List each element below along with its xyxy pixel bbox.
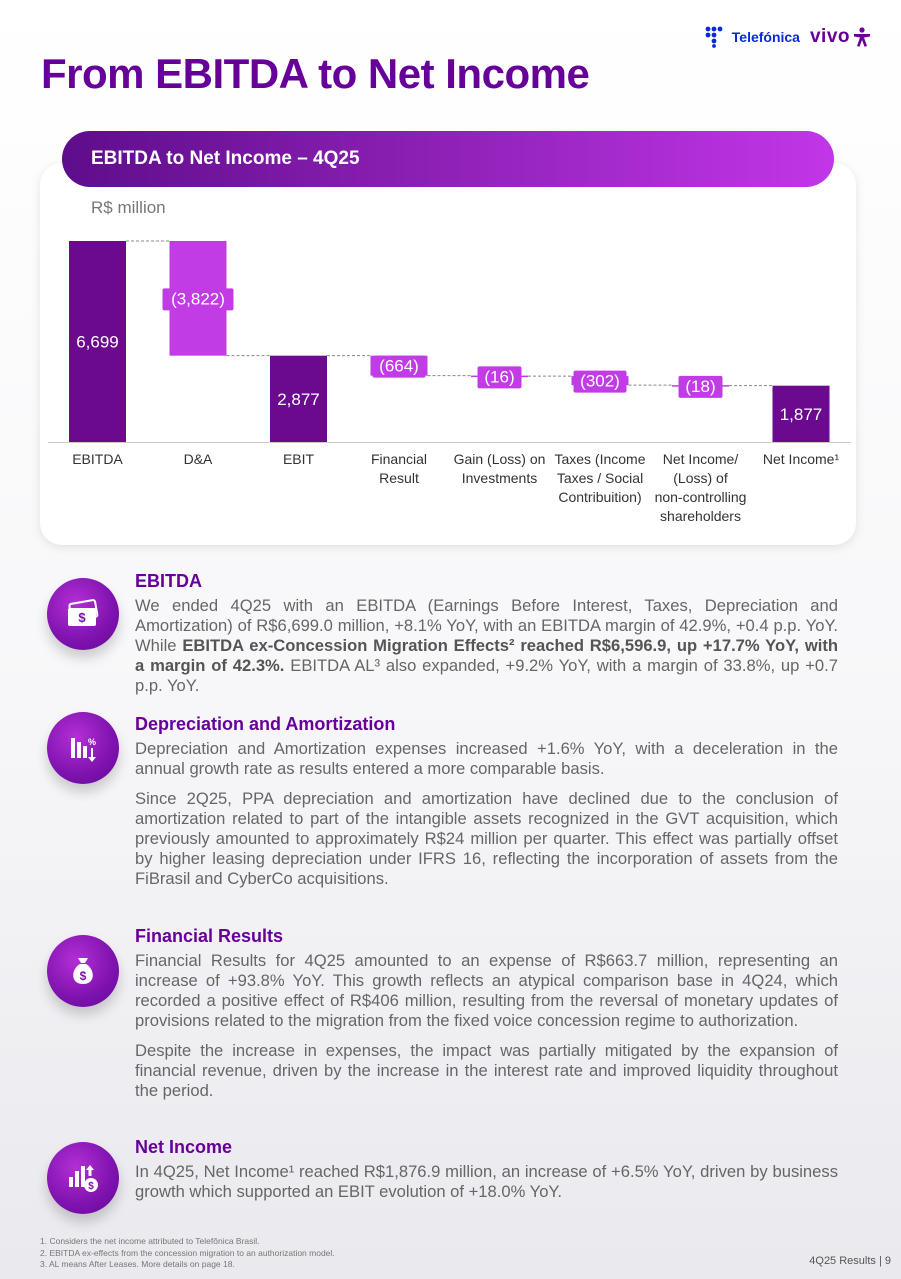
depreciation-paragraph-1: Depreciation and Amortization expenses increased +1.6% YoY, with a deceleration in the annual growth rate as results entered a more comparable basis. — [135, 739, 838, 778]
footnotes — [40, 1236, 335, 1271]
section-title-depreciation: Depreciation and Amortization — [135, 714, 396, 734]
value-label: 6,699 — [76, 332, 119, 352]
footnote-2: 2. EBITDA ex-effects from the concession migration to an authorization model. — [40, 1247, 335, 1258]
value-label: (3,822) — [171, 289, 225, 309]
footnote-1: 1. Considers the net income attributed to Telefônica Brasil. — [40, 1236, 260, 1246]
value-label: (302) — [580, 371, 620, 391]
section-title-ebitda: EBITDA — [135, 571, 202, 591]
ebitda-text-a: We ended 4Q25 with an EBITDA (Earnings Before Interest, Taxes, Depreciation and Amortization) of R$6,699.0 million, +8.1% YoY, with an EBITDA margin of 42.9%, +0.4 p.p. YoY. While — [135, 596, 838, 655]
category-label: Net Income¹ — [762, 451, 840, 467]
section-depreciation — [135, 714, 838, 889]
value-label: (18) — [685, 376, 716, 396]
chart-title: EBITDA to Net Income – 4Q25 — [91, 148, 360, 169]
value-label: (16) — [484, 367, 515, 387]
section-title-financial: Financial Results — [135, 926, 284, 946]
category-label: (Loss) of — [673, 470, 728, 486]
money-bill-icon — [47, 578, 119, 650]
category-label: Gain (Loss) on — [453, 451, 546, 467]
ebitda-text-c: EBITDA AL³ also expanded, +9.2% YoY, with a margin of 33.8%, up +0.7 p.p. YoY. — [135, 656, 838, 695]
waterfall-chart — [0, 0, 901, 540]
value-label: 2,877 — [277, 389, 320, 409]
svg-text:$: $ — [88, 1181, 94, 1192]
section-financial-results — [135, 926, 838, 1101]
section-ebitda — [135, 571, 838, 696]
svg-text:%: % — [87, 737, 97, 747]
ebitda-paragraph — [135, 596, 838, 696]
money-bag-icon — [47, 935, 119, 1007]
category-label: D&A — [183, 451, 213, 467]
bar-chart-decline-icon — [47, 712, 119, 784]
svg-text:$: $ — [79, 969, 87, 983]
svg-text:$: $ — [78, 610, 86, 625]
category-label: Investments — [461, 470, 538, 486]
telefonica-wordmark: Telefónica — [731, 29, 800, 45]
footnote-3: 3. AL means After Leases. More details on page 18. — [40, 1259, 235, 1269]
value-label: (664) — [379, 356, 419, 376]
chart-coin-icon — [47, 1142, 119, 1214]
vivo-wordmark: vivo — [809, 26, 850, 47]
page-title: From EBITDA to Net Income — [41, 50, 590, 97]
depreciation-paragraph-2: Since 2Q25, PPA depreciation and amortization have declined due to the conclusion of amortization related to part of the intangible assets recognized in the GVT acquisition, which previously amounted to approximately R$24 million per quarter. This effect was partially offset by higher leasing depreciation under IFRS 16, reflecting the incorporation of assets from the FiBrasil and CyberCo acquisitions. — [135, 789, 838, 888]
category-label: non-controlling — [654, 489, 747, 505]
financial-paragraph-1: Financial Results for 4Q25 amounted to an expense of R$663.7 million, representing an increase of +93.8% YoY. This growth reflects an atypical comparison base in 4Q24, which recorded a positive effect of R$406 million, resulting from the reversal of monetary updates of provisions related to the migration from the fixed voice concession regime to authorization. — [135, 951, 838, 1030]
section-net-income — [135, 1137, 838, 1202]
category-label: Net Income/ — [662, 451, 739, 467]
financial-paragraph-2: Despite the increase in expenses, the impact was partially mitigated by the expansion of financial revenue, driven by the increase in the interest rate and improved liquidity throughout the period. — [135, 1041, 838, 1100]
value-label: 1,877 — [779, 404, 823, 424]
category-label: Financial — [370, 451, 428, 467]
category-label: Result — [379, 470, 419, 486]
chart-unit-label: R$ million — [91, 198, 166, 217]
category-label: EBITDA — [72, 451, 123, 467]
ebitda-text-bold: EBITDA ex-Concession Migration Effects² reached R$6,596.9, up +17.7% YoY, with a margin of 42.3%. — [135, 636, 839, 675]
category-label: shareholders — [660, 508, 741, 524]
page-number: 4Q25 Results | 9 — [809, 1255, 891, 1267]
category-label: Contribuition) — [558, 489, 642, 505]
section-title-net-income: Net Income — [135, 1137, 233, 1157]
category-label: Taxes / Social — [556, 470, 644, 486]
category-label: EBIT — [282, 451, 315, 467]
net-income-paragraph: In 4Q25, Net Income¹ reached R$1,876.9 million, an increase of +6.5% YoY, driven by business growth which supported an EBIT evolution of +18.0% YoY. — [135, 1162, 838, 1201]
category-label: Taxes (Income — [554, 451, 646, 467]
